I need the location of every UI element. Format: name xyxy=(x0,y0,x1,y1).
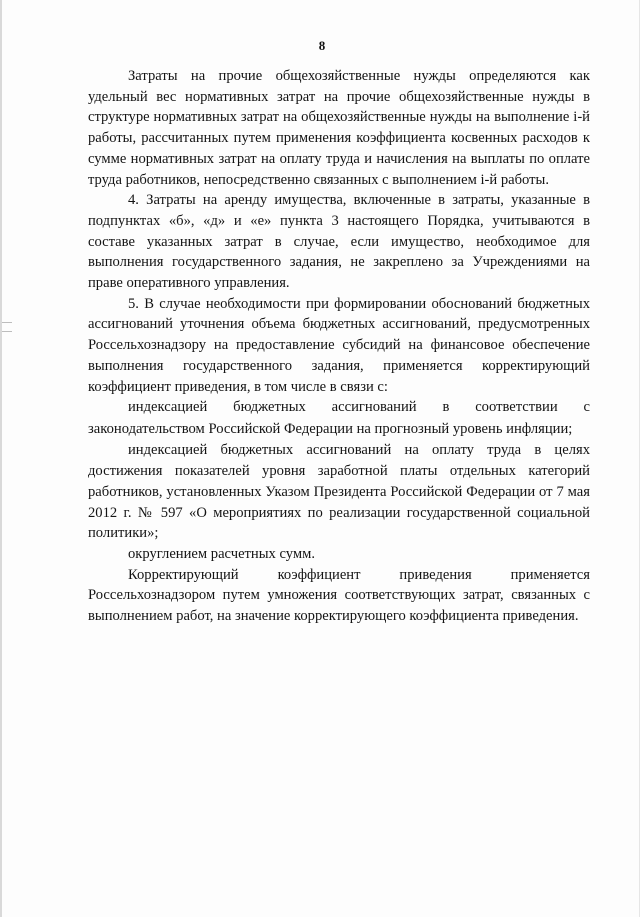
scan-artifact xyxy=(2,331,12,332)
paragraph-item-4-rent: 4. Затраты на аренду имущества, включенные в затраты, указанные в подпунктах «б», «д» и «е» пункта 3 настоящего Порядка, учитываются в составе указанных затрат в случае, если имущество, необходимое для выполнения государственного задания, не закреплено за Учреждениями на праве оперативного управления. xyxy=(88,192,590,292)
paragraph-indexation-inflation: индексацией бюджетных ассигнований в соответствии с законодательством Российской Федерации на прогнозный уровень инфляции; xyxy=(88,399,590,437)
paragraph-overhead-costs: Затраты на прочие общехозяйственные нужды определяются как удельный вес нормативных затрат на прочие общехозяйственные нужды в структуре нормативных затрат на общехозяйственные нужды на выполнение i-й работы, рассчитанных путем применения коэффициента косвенных расходов к сумме нормативных затрат на оплату труда и начисления на выплаты по оплате труда работников, непосредственно связанных с выполнением i-й работы. xyxy=(88,68,590,188)
page-number: 8 xyxy=(318,38,326,53)
scan-artifact xyxy=(2,322,12,323)
paragraph-correction-coefficient: Корректирующий коэффициент приведения применяется Россельхознадзором путем умножения соответствующих затрат, связанных с выполнением работ, на значение корректирующего коэффициента приведения. xyxy=(88,566,590,625)
paragraph-rounding: округлением расчетных сумм. xyxy=(128,545,315,562)
document-body xyxy=(88,66,590,627)
paragraph-item-5-correction: 5. В случае необходимости при формировании обоснований бюджетных ассигнований уточнения объема бюджетных ассигнований, предусмотренных Россельхознадзору на предоставление субсидий на финансовое обеспечение выполнения государственного задания, применяется корректирующий коэффициент приведения, в том числе в связи с: xyxy=(88,295,590,395)
paragraph-indexation-wages: индексацией бюджетных ассигнований на оплату труда в целях достижения показателей уровня заработной платы отдельных категорий работников, установленных Указом Президента Российской Федерации от 7 мая 2012 г. № 597 «О мероприятиях по реализации государственной социальной политики»; xyxy=(88,442,590,542)
